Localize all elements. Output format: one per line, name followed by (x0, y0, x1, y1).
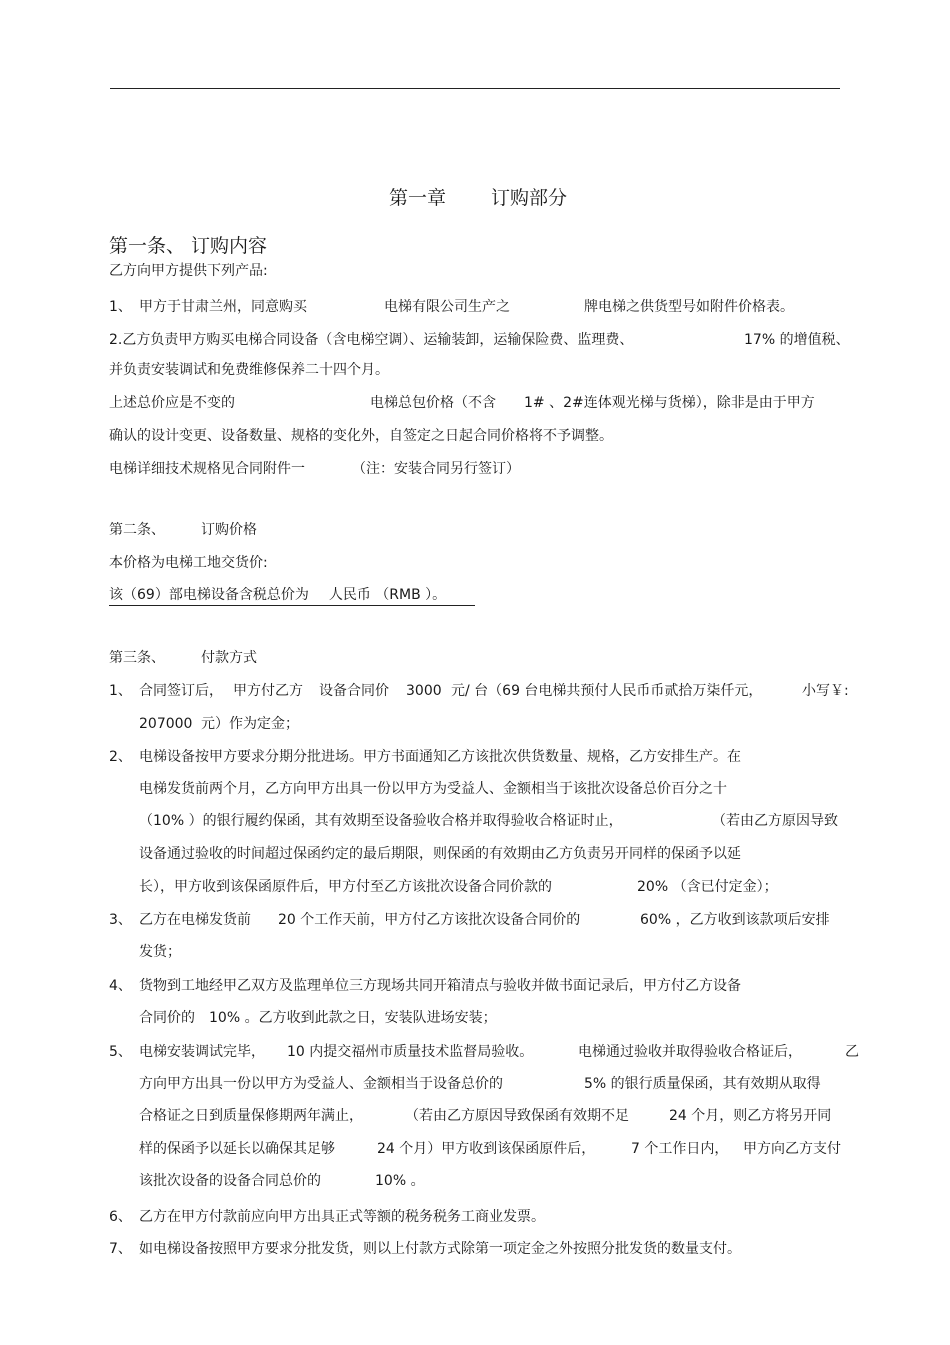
text-segment: 该批次设备的设备合同总价的 (139, 1173, 321, 1189)
text-segment: 电梯有限公司生产之 (384, 299, 510, 315)
text-segment: 该（69）部电梯设备含税总价为 (109, 587, 309, 603)
text-segment: （注：安装合同另行签订） (352, 461, 520, 477)
text-segment: 乙方在电梯发货前 (139, 912, 251, 928)
text-segment: 电梯设备按甲方要求分期分批进场。甲方书面通知乙方该批次供货数量、规格，乙方安排生产。在 (139, 749, 741, 765)
price-underline (109, 586, 475, 606)
payment-item-2-line-4: 设备通过验收的时间超过保函约定的最后期限，则保函的有效期由乙方负责另开同样的保函予以延 (139, 846, 741, 862)
text-segment: 人民币 （RMB ）。 (328, 587, 447, 603)
text-segment: 设备合同价 (319, 683, 389, 699)
text-segment: 牌电梯之供货型号如附件价格表。 (584, 299, 794, 315)
article-number: 第二条、 (109, 522, 165, 538)
text-segment: （10% ）的银行履约保函，其有效期至设备验收合格并取得验收合格证时止， (139, 813, 623, 829)
text-segment: 5% 的银行质量保函，其有效期从取得 (584, 1076, 821, 1092)
text-segment: 3000 (406, 683, 442, 699)
text-segment: 上述总价应是不变的 (109, 395, 235, 411)
article-1-line-5: 确认的设计变更、设备数量、规格的变化外，自签定之日起合同价格将不予调整。 (109, 428, 613, 444)
article-number: 第三条、 (109, 650, 165, 666)
text-segment: 10 内提交福州市质量技术监督局验收。 (287, 1044, 534, 1060)
item-number: 1、 (109, 683, 132, 699)
text-segment: 10% 。 (375, 1173, 425, 1189)
text-segment: 10% 。乙方收到此款之日，安装队进场安装； (209, 1010, 497, 1026)
text-segment: 小写￥: (802, 683, 849, 699)
text-segment: 元）作为定金； (201, 716, 299, 732)
payment-item-2-line-2: 电梯发货前两个月，乙方向甲方出具一份以甲方为受益人、金额相当于该批次设备总价百分之十 (139, 781, 727, 797)
text-segment: 如电梯设备按照甲方要求分批发货，则以上付款方式除第一项定金之外按照分批发货的数量支付。 (139, 1241, 741, 1257)
text-segment: 2.乙方负责甲方购买电梯合同设备（含电梯空调）、运输装卸，运输保险费、监理费、 (109, 332, 634, 348)
text-segment: 电梯安装调试完毕， (139, 1044, 265, 1060)
text-segment: 24 个月，则乙方将另开同 (669, 1108, 832, 1124)
item-number: 2、 (109, 749, 132, 765)
text-segment: 电梯详细技术规格见合同附件一 (109, 461, 305, 477)
text-segment: 甲方向乙方支付 (743, 1141, 841, 1157)
text-segment: 甲方于甘肃兰州，同意购买 (139, 299, 307, 315)
article-1-intro: 乙方向甲方提供下列产品: (109, 263, 268, 279)
item-number: 7、 (109, 1241, 132, 1257)
text-segment: 乙方在甲方付款前应向甲方出具正式等额的税务税务工商业发票。 (139, 1209, 545, 1225)
article-name: 订购价格 (201, 522, 257, 538)
text-segment: 货物到工地经甲乙双方及监理单位三方现场共同开箱清点与验收并做书面记录后，甲方付乙方设备 (139, 978, 741, 994)
chapter-name: 订购部分 (491, 187, 568, 209)
text-segment: 元/ 台（69 台电梯共预付人民币币贰拾万柒仟元， (451, 683, 763, 699)
text-segment: 甲方付乙方 (233, 683, 303, 699)
text-segment: 20% （含已付定金）； (637, 879, 778, 895)
text-segment: 合格证之日到质量保修期两年满止， (139, 1108, 363, 1124)
text-segment: 1# 、2#连体观光梯与货梯），除非是由于甲方 (524, 395, 815, 411)
text-segment: （若由乙方原因导致保函有效期不足 (405, 1108, 629, 1124)
text-segment: 长），甲方收到该保函原件后，甲方付至乙方该批次设备合同价款的 (139, 879, 552, 895)
text-segment: 合同签订后， (139, 683, 223, 699)
text-segment: 207000 (139, 716, 193, 732)
item-number: 4、 (109, 978, 132, 994)
item-number: 6、 (109, 1209, 132, 1225)
text-segment: 24 个月）甲方收到该保函原件后， (377, 1141, 596, 1157)
article-1-line-3: 并负责安装调试和免费维修保养二十四个月。 (109, 362, 389, 378)
article-1-title: 第一条、 订购内容 (109, 235, 268, 257)
text-segment: 乙 (845, 1044, 859, 1060)
header-rule (110, 88, 840, 89)
article-2-line-1: 本价格为电梯工地交货价: (109, 555, 268, 571)
text-segment: 电梯通过验收并取得验收合格证后， (578, 1044, 802, 1060)
text-segment: 17% 的增值税、 (744, 332, 850, 348)
item-number: 3、 (109, 912, 132, 928)
text-segment: 合同价的 (139, 1010, 195, 1026)
text-segment: （若由乙方原因导致 (712, 813, 838, 829)
text-segment: 60% ，乙方收到该款项后安排 (640, 912, 830, 928)
text-segment: 7 个工作日内， (631, 1141, 729, 1157)
text-segment: 方向甲方出具一份以甲方为受益人、金额相当于设备总价的 (139, 1076, 503, 1092)
text-segment: 样的保函予以延长以确保其足够 (139, 1141, 335, 1157)
item-number: 1、 (109, 299, 132, 315)
chapter-number: 第一章 (389, 187, 447, 209)
item-number: 5、 (109, 1044, 132, 1060)
payment-item-3-line-2: 发货； (139, 944, 181, 960)
article-name: 付款方式 (201, 650, 257, 666)
text-segment: 20 个工作天前，甲方付乙方该批次设备合同价的 (278, 912, 581, 928)
text-segment: 电梯总包价格（不含 (370, 395, 496, 411)
